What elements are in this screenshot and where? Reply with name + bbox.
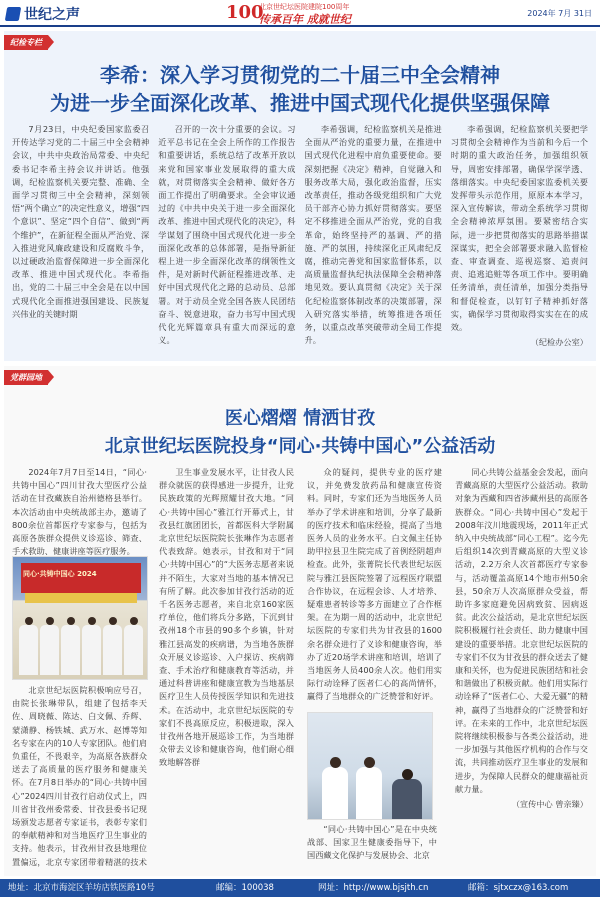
footer-bar [0, 879, 600, 897]
person [61, 625, 80, 675]
anniversary-emblem: 100 [226, 2, 264, 23]
article-column: 2024年7月7日至14日，“同心·共铸中国心”四川甘孜大型医疗公益活动在甘孜藏族自治州德格县举行。本次活动由中央统战部主办，邀请了800余位首都医疗专家参与，包括为高原各族群众提供义诊巡诊、筛查、手术救助、健康讲座等医疗服务。 [12, 467, 147, 557]
anniversary-banner [226, 1, 376, 25]
article-column: 李希强调，纪检监察机关要把学习贯彻全会精神作为当前和今后一个时期的重大政治任务，加强组织领导，周密安排部署，确保学深学透、落细落实。中央纪委国家监委机关要发挥带头示范作用，原原本本学习，深入宣传解读，带动全系统学习贯彻全会精神浓厚氛围。要紧密结合实际，进一步把贯彻落实的思路举措谋深谋实，把全会部署要求融入监督检查、审查调查、巡视巡察、追责问责、追逃追赃等各项工作中。要明确任务清单，责任清单，加强分类指导和督促检查，以钉钉子精神抓好落实，确保学习贯彻取得实实在在的成效。 （纪检办公室） [451, 123, 588, 359]
article-body [12, 466, 588, 871]
person [103, 625, 122, 675]
doctor-figure [322, 767, 348, 819]
footer-address: 地址：北京市海淀区羊坊店铁医路10号 [8, 883, 155, 893]
article-column: 召开的一次十分重要的会议。习近平总书记在全会上所作的工作报告和重要讲话，系统总结了改革开放以来党和国家事业发展取得的重大成就，对贯彻落实全会精神、做好各方面工作提出了明确要求。全会审议通过的《中共中央关于进一步全面深化改革、推进中国式现代化的决定》，科学谋划了围绕中国式现代化进一步全面深化改革的总体部署，是指导新征程上进一步全面深化改革的纲领性文件，是对新时代新征程推进改革、走好中国式现代化之路的总动员、总部署。对于动员全党全国各族人民团结奋斗、锐意进取，奋力书写中国式现代化光辉篇章具有重大而深远的意义。 [158, 124, 296, 346]
section-label: 纪检专栏 [4, 35, 48, 50]
article-column: 李希强调，纪检监察机关是推进全面从严治党的重要力量，在推进中国式现代化进程中肩负重要使命。要深刻把握《决定》精神，自觉融入和服务改革大局，强化政治监督，压实改革责任，推动各级党组织和广大党员干部齐心协力抓好贯彻落实。要坚定不移推进全面从严治党，党的自我革命，始终坚持严的基调、严的措施、严的氛围，持续深化正风肃纪反腐，推动完善党和国家监督体系，以高质量监督执纪执法保障全会精神落地见效。要认真贯彻《决定》关于深化纪检监察体制改革的决策部署，深入研究落实举措，统筹推进各项任务，以重点改革突破带动全局工作提升。 [304, 124, 442, 346]
section-label: 党群园地 [4, 370, 48, 385]
logo-mark-icon [5, 7, 21, 21]
footer-website: 网址：http://www.bjsjth.cn [318, 883, 429, 893]
discipline-column-section [4, 31, 596, 361]
footer-email: 邮箱：sjtxczx@163.com [468, 883, 569, 893]
article-column: 同心共铸公益基金会发起，面向青藏高原的大型医疗公益活动。救助对象为西藏和四省涉藏州县的高原各族群众。“同心·共铸中国心”发起于2008年汶川地震现场，2011年正式纳入中央统战部“同心工程”。迄今先后组织14次到青藏高原的大型义诊活动，2.2万余人次首都医疗专家参与，活动覆盖高原14个地市州50余县，50余万人次高原群众受益，帮助许多家庭避免因病致贫、因病返贫。此次公益活动，是北京世纪坛医院积极履行社会责任、助力健康中国建设的重要举措。北京世纪坛医院的专家们不仅为甘孜县的群众送去了健康和关怀，也为促进民族团结和社会和谐做出了积极贡献。他们用实际行动诠释了“医者仁心、大爱无疆”的精神，赢得了当地群众的广泛赞誉和好评。在未来的工作中，北京世纪坛医院将继续积极参与各类公益活动，进一步加强与其他医疗机构的合作与交流，共同推动医疗卫生事业的发展和进步，为保障人民群众的健康福祉贡献力量。 （宣传中心 曾亲臻） [455, 466, 588, 871]
banner-stripe [25, 593, 137, 603]
group-photo [12, 556, 148, 680]
article-column: 7月23日，中央纪委国家监委召开传达学习党的二十届三中全会精神会议，中共中央政治局常委、中央纪委书记李希主持会议并讲话。他强调，纪检监察机关要完整、准确、全面学习贯彻三中全会精神，深刻领悟“两个确立”的决定性意义，增强“四个意识”、坚定“四个自信”、做到“两个维护”，在新征程全面从严治党、深入推进党风廉政建设和反腐败斗争，以过硬政治监督保障进一步全面深化改革、推进中国式现代化。李希指出，党的二十届三中全会是在以中国式现代化全面推进强国建设、民族复兴伟业的关键时期 [12, 124, 150, 319]
newspaper-logo [6, 4, 80, 24]
person [40, 625, 59, 675]
article-column: 北京世纪坛医院积极响应号召，由院长张琳带队，组建了包括李天佐、周晓薇、陈达、白文佩、乔辉、蒙潇静、杨铁城、武万水、赵博等知名专家在内的10人专家团队。他们肩负重任，不畏艰辛，为高原各族群众送去了高质量的医疗服务和健康关怀。在7月8日举办的“同心·共铸中国心”2024四川甘孜行启动仪式上，四川省甘孜州委常委、甘孜县委书记现场颁发志愿者专家证书，表彰专家们的奉献精神和对当地医疗卫生事业的支持。他表示，甘孜州甘孜县地理位置偏远，北京专家团带着精湛的技术 [12, 685, 147, 867]
person [19, 625, 38, 675]
people-group [19, 615, 143, 675]
article-columns [12, 123, 588, 359]
clinic-photo [307, 712, 433, 820]
anniversary-slogan: 传承百年 成就世纪 [259, 13, 351, 26]
patient-figure [392, 779, 422, 819]
article-column: 众的疑问，提供专业的医疗建议，并免费发放药品和健康宣传资料。同时，专家们还为当地医务人员举办了学术讲座和培训，分享了最新的医疗技术和临床经验，提高了当地医务人员的业务水平。白文佩主任协助甲拉县卫生院完成了首例经阴超声检查。此外，张菁院长代表世纪坛医院与雅江县医院签署了远程医疗联盟合作协议，在远程会诊、人才培养、疑难患者转诊等多方面建立了合作框架。在为期一周的活动中，北京世纪坛医院的专家们共为甘孜县的1600余名群众进行了义诊和健康咨询，举办了近20场学术讲座和培训，培训了当地医务人员400余人次。他们用实际行动诠释了医者仁心的高尚情怀，赢得了当地群众的广泛赞誉和好评。 [307, 467, 442, 702]
footer-postcode: 邮编：100038 [216, 883, 274, 893]
photo-caption: “同心·共铸中国心”是在中央统战部、国家卫生健康委指导下，中国西藏文化保护与发展协会、北京 [307, 824, 437, 861]
anniversary-subtitle: 北京世纪坛医院建院100周年 [259, 3, 350, 11]
masthead [0, 0, 600, 27]
newspaper-title: 世纪之声 [24, 7, 80, 23]
person [82, 625, 101, 675]
article-signoff: （宣传中心 曾亲臻） [511, 799, 588, 810]
article-signoff: （纪检办公室） [530, 337, 588, 348]
article-headline: 医心熠熠 情洒甘孜 [224, 408, 376, 429]
party-section [4, 366, 596, 876]
issue-date: 2024年 7月 31日 [527, 9, 592, 18]
banner-text: 同心·共铸中国心 2024 [23, 570, 97, 578]
person [124, 625, 143, 675]
doctor-figure [356, 767, 382, 819]
article-subheadline: 为进一步全面深化改革、推进中国式现代化提供坚强保障 [50, 91, 550, 115]
article-headline: 李希：深入学习贯彻党的二十届三中全会精神 [100, 63, 500, 87]
article-subheadline: 北京世纪坛医院投身“同心·共铸中国心”公益活动 [104, 436, 496, 457]
article-column: 卫生事业发展水平，让甘孜人民群众就医的获得感进一步提升，让党民族政策的光辉照耀甘孜大地。“同心·共铸中国心”雅江行开幕式上，甘孜县红旗团团长，首都医科大学附属北京世纪坛医院院长张琳作为志愿者代表致辞。她表示，甘孜和对于“同心·共铸中国心”的“大医务志愿者来说并不陌生，大家对当地的基本情况已有所了解。此次参加甘孜行活动的近千名医务志愿者，来自北京160家医疗单位，他们将兵分多路，下沉到甘孜州18个市县的90多个乡镇，针对雅江县高发的疾病谱，为当地各族群众开展义诊巡诊、入户探访、疾病筛查、手术治疗和健康教育等活动，并通过科普讲座和健康宣教为当地基层医疗卫生人员传授医学知识和先进技术。在活动中，北京世纪坛医院的专家们不畏高原反应，积极进取，深入甘孜州各地开展巡诊工作，为当地群众带去义诊和健康咨询，他们耐心细致地解答群 [159, 467, 294, 768]
